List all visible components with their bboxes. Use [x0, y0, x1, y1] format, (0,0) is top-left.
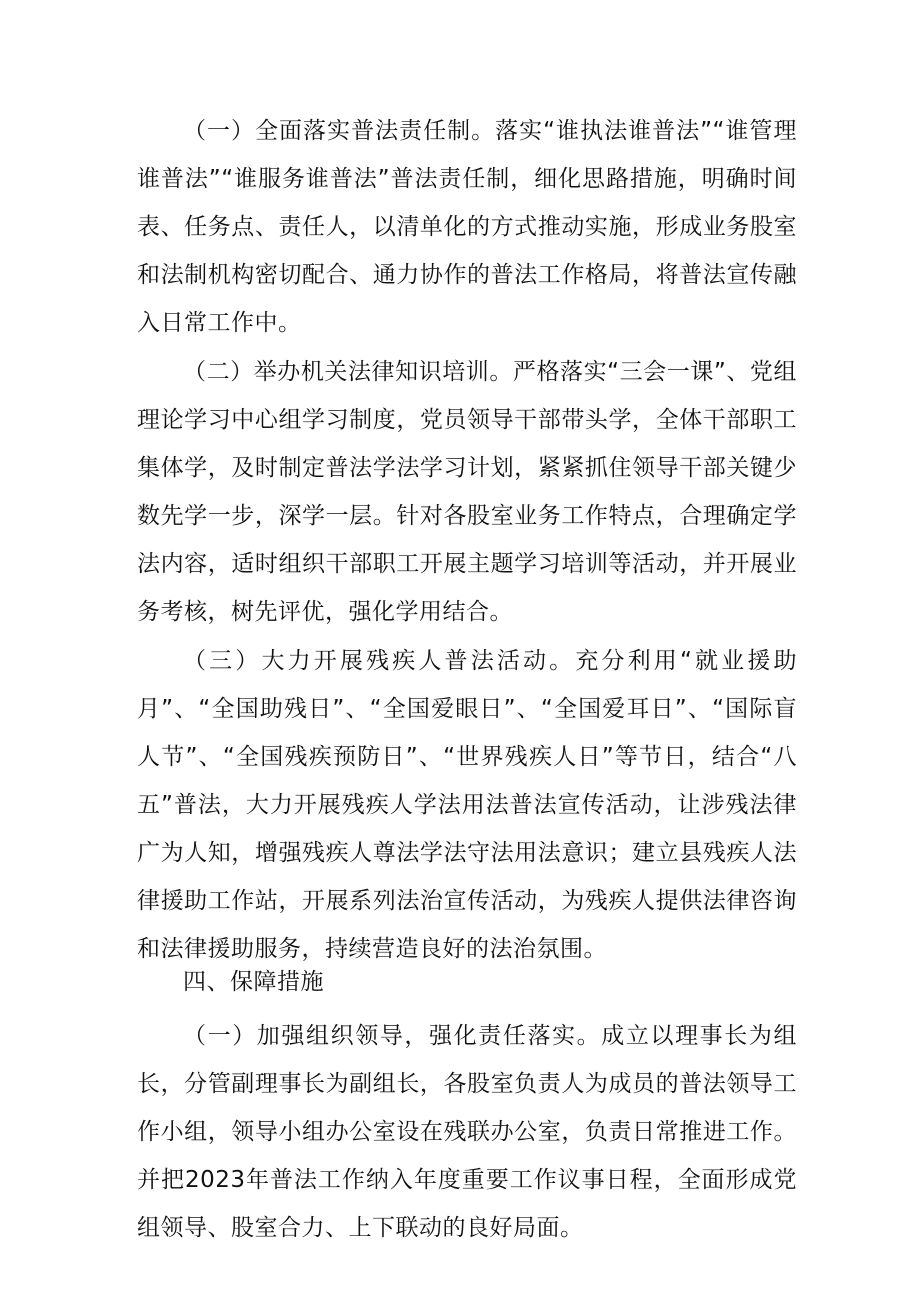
paragraph-disability-activities: （三）大力开展残疾人普法活动。充分利用“就业援助月”、“全国助残日”、“全国爱眼日”、“全国爱耳日”、“国际盲人节”、“全国残疾预防日”、“世界残疾人日”等节日，结合“八五”普法，大力开展残疾人学法用法普法宣传活动，让涉残法律广为人知，增强残疾人尊法学法守法用法意识；建立县残疾人法律援助工作站，开展系列法治宣传活动，为残疾人提供法律咨询和法律援助服务，持续营造良好的法治氛围。 — [137, 648, 797, 962]
paragraph-legal-training: （二）举办机关法律知识培训。严格落实“三会一课”、党组理论学习中心组学习制度，党员领导干部带头学，全体干部职工集体学，及时制定普法学法学习计划，紧紧抓住领导干部关键少数先学一步，深学一层。针对各股室业务工作特点，合理确定学法内容，适时组织干部职工开展主题学习培训等活动，并开展业务考核，树先评优，强化学用结合。 — [137, 359, 797, 625]
paragraph-responsibility-system: （一）全面落实普法责任制。落实“谁执法谁普法”“谁管理谁普法”“谁服务谁普法”普法责任制，细化思路措施，明确时间表、任务点、责任人，以清单化的方式推动实施，形成业务股室和法制机构密切配合、通力协作的普法工作格局，将普法宣传融入日常工作中。 — [137, 118, 797, 336]
section-heading-safeguards: 四、保障措施 — [183, 969, 324, 995]
paragraph-organization-leadership: （一）加强组织领导，强化责任落实。成立以理事长为组长，分管副理事长为副组长，各股室负责人为成员的普法领导工作小组，领导小组办公室设在残联办公室，负责日常推进工作。并把2023年普法工作纳入年度重要工作议事日程，全面形成党组领导、股室合力、上下联动的良好局面。 — [137, 1023, 797, 1241]
